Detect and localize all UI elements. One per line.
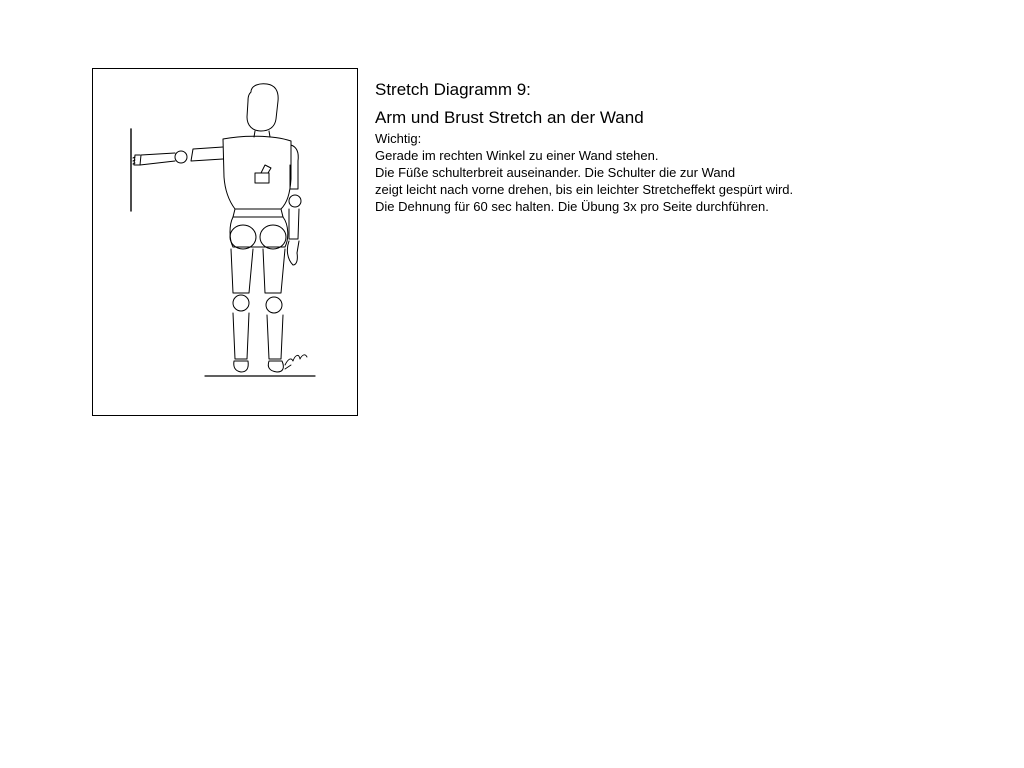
instruction-text	[375, 80, 995, 215]
document-title: Stretch Diagramm 9:	[375, 80, 531, 99]
instruction-line: zeigt leicht nach vorne drehen, bis ein leichter Stretcheffekt gespürt wird.	[375, 182, 794, 197]
important-label: Wichtig:	[375, 131, 422, 146]
instruction-line: Gerade im rechten Winkel zu einer Wand stehen.	[375, 148, 659, 163]
instruction-line: Die Dehnung für 60 sec halten. Die Übung 3x pro Seite durchführen.	[375, 199, 769, 214]
illustration-frame	[92, 68, 358, 416]
mannequin-wall-stretch-icon	[93, 69, 359, 417]
instruction-line: Die Füße schulterbreit auseinander. Die Schulter die zur Wand	[375, 165, 736, 180]
exercise-title: Arm und Brust Stretch an der Wand	[375, 108, 644, 127]
